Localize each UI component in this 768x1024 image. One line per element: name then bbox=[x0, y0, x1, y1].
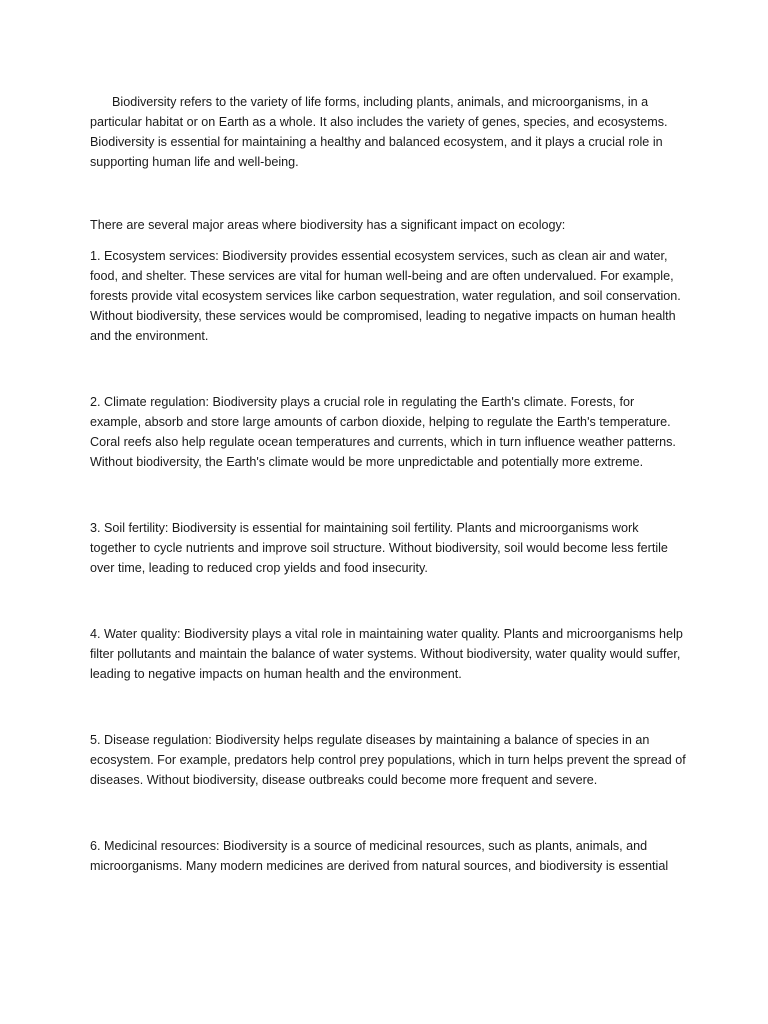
list-item-soil-fertility: 3. Soil fertility: Biodiversity is essential for maintaining soil fertility. Plants and microorganisms work together to cycle nutrients and improve soil structure. Without biodiversity, soil would become less fertile over time, leading to reduced crop yields and food insecurity. bbox=[90, 521, 668, 575]
list-item-medicinal-resources: 6. Medicinal resources: Biodiversity is a source of medicinal resources, such as plants, animals, and microorganisms. Many modern medicines are derived from natural sources, and biodiversity is essential bbox=[90, 839, 669, 873]
list-item-disease-regulation: 5. Disease regulation: Biodiversity helps regulate diseases by maintaining a balance of species in an ecosystem. For example, predators help control prey populations, which in turn helps prevent the spread of diseases. Without biodiversity, disease outbreaks could become more frequent and severe. bbox=[90, 733, 686, 787]
list-item-climate-regulation: 2. Climate regulation: Biodiversity plays a crucial role in regulating the Earth's climate. Forests, for example, absorb and store large amounts of carbon dioxide, helping to regulate the Earth's temperature. Coral reefs also help regulate ocean temperatures and currents, which in turn influence weather patterns. Without biodiversity, the Earth's climate would be more unpredictable and potentially more extreme. bbox=[90, 395, 676, 469]
list-item-ecosystem-services: 1. Ecosystem services: Biodiversity provides essential ecosystem services, such as clean air and water, food, and shelter. These services are vital for human well-being and are often undervalued. For example, forests provide vital ecosystem services like carbon sequestration, water regulation, and soil conservation. Without biodiversity, these services would be compromised, leading to negative impacts on human health and the environment. bbox=[90, 249, 681, 343]
document-body bbox=[90, 92, 686, 876]
list-item-water-quality: 4. Water quality: Biodiversity plays a vital role in maintaining water quality. Plants and microorganisms help filter pollutants and maintain the balance of water systems. Without biodiversity, water quality would suffer, leading to negative impacts on human health and the environment. bbox=[90, 627, 683, 681]
lead-paragraph: There are several major areas where biodiversity has a significant impact on ecology: bbox=[90, 218, 566, 232]
intro-paragraph: Biodiversity refers to the variety of life forms, including plants, animals, and microorganisms, in a particular habitat or on Earth as a whole. It also includes the variety of genes, species, and ecosystems. Biodiversity is essential for maintaining a healthy and balanced ecosystem, and it plays a crucial role in supporting human life and well-being. bbox=[90, 95, 668, 169]
